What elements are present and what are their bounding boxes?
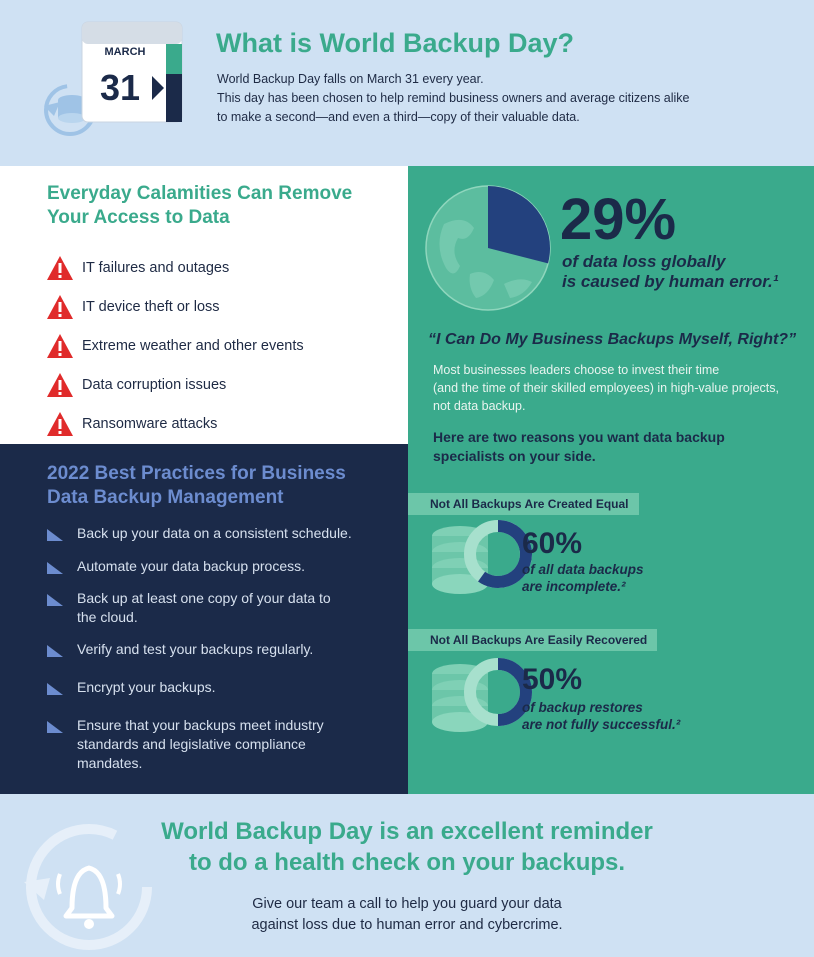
quote-body-line-1: Most businesses leaders choose to invest their time bbox=[433, 363, 720, 377]
stat-2-note-line-1: of backup restores bbox=[522, 700, 643, 715]
header-line-1: World Backup Day falls on March 31 every year. bbox=[217, 72, 484, 86]
footer-text bbox=[150, 894, 664, 936]
stat-1-note bbox=[522, 561, 644, 595]
footer-text-line-1: Give our team a call to help you guard your data bbox=[252, 896, 562, 912]
list-item bbox=[46, 248, 386, 287]
list-item-label: Verify and test your backups regularly. bbox=[77, 641, 314, 657]
warning-icon bbox=[46, 372, 74, 398]
warning-icon bbox=[46, 255, 74, 281]
stat-2-note-line-2: are not fully successful.² bbox=[522, 717, 681, 732]
quote-body-line-3: not data backup. bbox=[433, 399, 526, 413]
list-item bbox=[47, 678, 392, 697]
practices-title: 2022 Best Practices for Business Data Backup Management bbox=[47, 463, 346, 508]
page-title: What is World Backup Day? bbox=[216, 28, 575, 58]
main-stat-note-line-1: of data loss globally bbox=[562, 252, 726, 271]
reasons-text: Here are two reasons you want data backup specialists on your side. bbox=[433, 429, 725, 464]
list-item bbox=[47, 640, 392, 659]
header-line-2: This day has been chosen to help remind business owners and average citizens alike bbox=[217, 91, 690, 105]
list-item-label: Ransomware attacks bbox=[82, 415, 218, 432]
practices-section bbox=[0, 444, 408, 794]
list-item-label: Back up your data on a consistent schedule. bbox=[77, 525, 352, 541]
triangle-bullet-icon bbox=[47, 721, 63, 733]
triangle-bullet-icon bbox=[47, 529, 63, 541]
warning-icon bbox=[46, 333, 74, 359]
quote-heading: “I Can Do My Business Backups Myself, Right?” bbox=[428, 331, 797, 348]
practices-list bbox=[47, 524, 392, 773]
header-section bbox=[0, 0, 814, 166]
stat-1-note-line-1: of all data backups bbox=[522, 562, 644, 577]
list-item-label: Back up at least one copy of your data to the cloud. bbox=[77, 590, 331, 625]
triangle-bullet-icon bbox=[47, 683, 63, 695]
list-item bbox=[47, 589, 347, 627]
main-stat-value: 29% bbox=[560, 187, 677, 252]
warning-icon bbox=[46, 411, 74, 437]
calamities-title: Everyday Calamities Can Remove Your Access to Data bbox=[47, 183, 353, 228]
main-stat-note bbox=[562, 252, 778, 292]
list-item-label: IT failures and outages bbox=[82, 259, 230, 276]
list-item-label: Ensure that your backups meet industry standards and legislative compliance mandates. bbox=[77, 717, 324, 771]
calendar-month: MARCH bbox=[104, 46, 146, 58]
footer-title bbox=[100, 816, 714, 878]
stat-1-value: 60% bbox=[522, 527, 583, 560]
header-line-3: to make a second—and even a third—copy of their valuable data. bbox=[217, 110, 580, 124]
list-item-label: IT device theft or loss bbox=[82, 298, 220, 315]
stat-2-value: 50% bbox=[522, 663, 583, 696]
stat-1-note-line-2: are incomplete.² bbox=[522, 579, 626, 594]
footer-text-line-2: against loss due to human error and cybercrime. bbox=[251, 917, 563, 933]
list-item-label: Encrypt your backups. bbox=[77, 679, 216, 695]
globe-pie-icon bbox=[424, 184, 552, 312]
footer-section bbox=[0, 794, 814, 957]
donut-arc-60 bbox=[482, 526, 526, 582]
list-item bbox=[46, 287, 386, 326]
stat-2-note bbox=[522, 699, 680, 733]
stat-2-tag: Not All Backups Are Easily Recovered bbox=[408, 629, 657, 651]
list-item-label: Automate your data backup process. bbox=[77, 558, 306, 574]
list-item-label: Extreme weather and other events bbox=[82, 337, 304, 354]
calamities-list bbox=[46, 248, 386, 443]
footer-title-line-2: to do a health check on your backups. bbox=[188, 849, 626, 876]
header-description bbox=[217, 70, 737, 127]
stats-section bbox=[408, 166, 814, 794]
list-item bbox=[46, 365, 386, 404]
list-item bbox=[46, 404, 386, 443]
stat-1-tag: Not All Backups Are Created Equal bbox=[408, 493, 639, 515]
triangle-bullet-icon bbox=[47, 594, 63, 606]
triangle-bullet-icon bbox=[47, 562, 63, 574]
calamities-section bbox=[0, 166, 408, 444]
list-item bbox=[47, 557, 392, 576]
list-item bbox=[46, 326, 386, 365]
calendar-day: 31 bbox=[100, 67, 141, 108]
list-item-label: Data corruption issues bbox=[82, 376, 227, 393]
list-item bbox=[47, 524, 392, 543]
warning-icon bbox=[46, 294, 74, 320]
list-item bbox=[47, 716, 367, 773]
main-stat-note-line-2: is caused by human error.¹ bbox=[562, 272, 779, 291]
footer-title-line-1: World Backup Day is an excellent reminder bbox=[161, 818, 653, 845]
quote-body-line-2: (and the time of their skilled employees) in high-value projects, bbox=[433, 381, 780, 395]
quote-body bbox=[433, 361, 813, 415]
triangle-bullet-icon bbox=[47, 645, 63, 657]
